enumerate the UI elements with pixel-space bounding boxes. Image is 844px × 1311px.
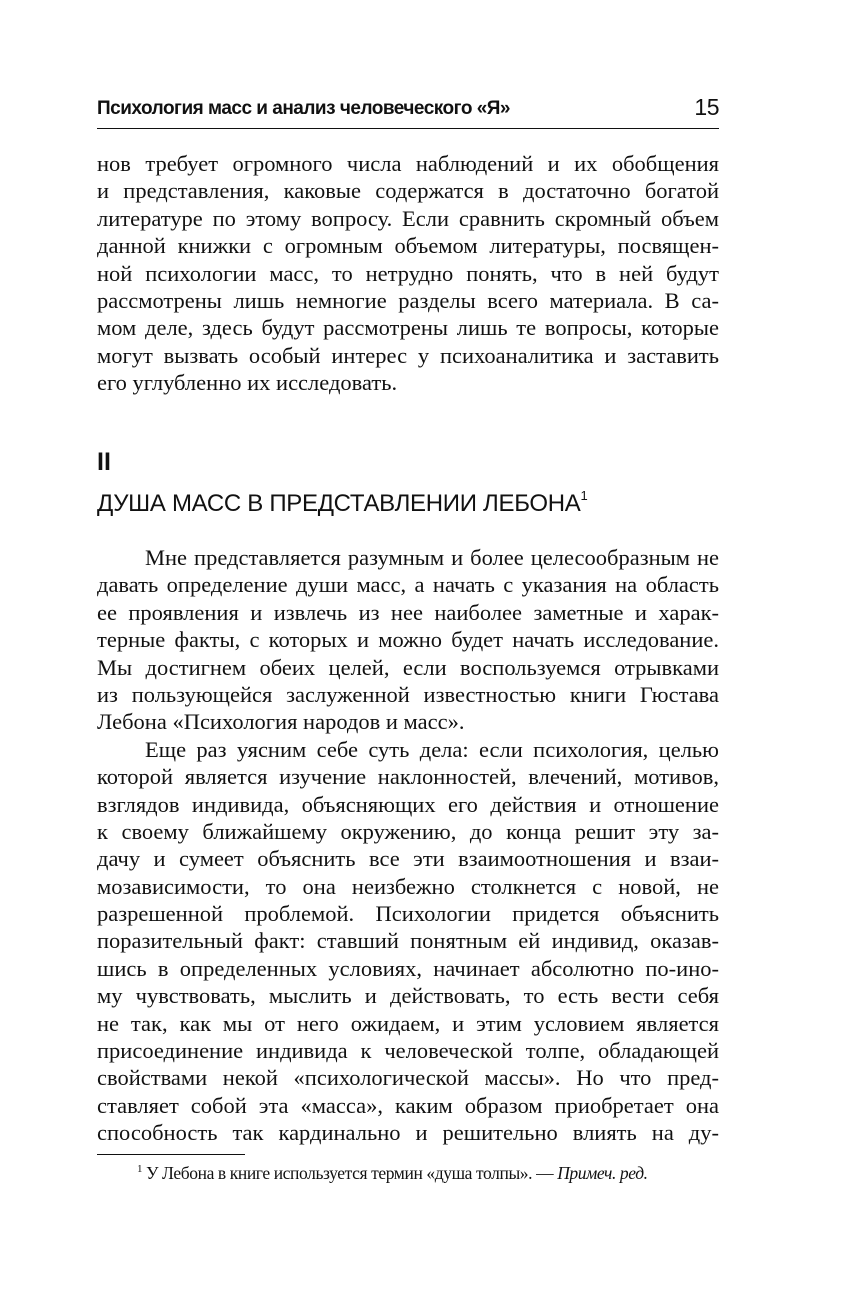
- running-head: [97, 94, 719, 129]
- text-line: Мы достигнем обеих целей, если воспользуемся отрывками: [97, 654, 719, 680]
- text-line: Еще раз уясним себе суть дела: если психология, целью: [145, 736, 719, 762]
- text-line: дачу и сумеет объяснить все эти взаимоотношения и взаи-: [97, 846, 719, 872]
- text-line: поразительный факт: ставший понятным ей индивид, оказав-: [97, 928, 719, 954]
- text-line: его углубленно их исследовать.: [97, 370, 398, 396]
- text-line: способность так кардинально и решительно влиять на ду-: [97, 1120, 719, 1146]
- text-line: му чувствовать, мыслить и действовать, то есть вести себя: [97, 983, 719, 1009]
- text-line: ее проявления и извлечь из нее наиболее заметные и харак-: [97, 599, 719, 625]
- footnote: [137, 1163, 648, 1184]
- footnote-editor-note: Примеч. ред.: [557, 1163, 648, 1183]
- text-line: взглядов индивида, объясняющих его действия и отношение: [97, 791, 719, 817]
- section-number: II: [97, 448, 111, 476]
- text-line: давать определение души масс, а начать с указания на область: [97, 572, 719, 598]
- text-line: литературе по этому вопросу. Если сравнить скромный объем: [97, 205, 719, 231]
- text-line: ставляет собой эта «масса», каким образом приобретает она: [97, 1092, 719, 1118]
- text-line: мозависимости, то она неизбежно столкнется с новой, не: [97, 873, 719, 899]
- text-line: нов требует огромного числа наблюдений и их обобщения: [97, 151, 719, 176]
- intro-paragraph: [97, 150, 719, 397]
- text-line: Мне представляется разумным и более целесообразным не: [145, 545, 719, 570]
- text-line: рассмотрены лишь немногие разделы всего материала. В са-: [97, 287, 719, 313]
- text-line: не так, как мы от него ожидаем, и этим условием является: [97, 1010, 719, 1036]
- text-line: из пользующейся заслуженной известностью книги Гюстава: [97, 681, 719, 707]
- section-title-text: ДУША МАСС В ПРЕДСТАВЛЕНИИ ЛЕБОНА: [97, 490, 581, 517]
- text-line: данной книжки с огромным объемом литературы, посвящен-: [97, 233, 719, 259]
- section-title: [97, 490, 587, 518]
- book-page: [97, 0, 719, 1311]
- footnote-marker: 1: [137, 1163, 143, 1175]
- text-line: ной психологии масс, то нетрудно понять, что в ней будут: [97, 260, 719, 286]
- text-line: свойствами некой «психологической массы». Но что пред-: [97, 1065, 719, 1091]
- page-number: 15: [694, 94, 719, 120]
- text-line: терные факты, с которых и можно будет начать исследование.: [97, 627, 719, 653]
- text-line: Лебона «Психология народов и масс».: [97, 709, 465, 735]
- footnote-reference: 1: [580, 488, 588, 503]
- text-line: к своему ближайшему окружению, до конца решит эту за-: [97, 818, 719, 844]
- text-line: могут вызвать особый интерес у психоаналитика и заставить: [97, 342, 719, 368]
- text-line: и представления, каковые содержатся в достаточно богатой: [97, 178, 719, 204]
- text-line: которой является изучение наклонностей, влечений, мотивов,: [97, 764, 719, 790]
- text-line: разрешенной проблемой. Психологии придется объяснить: [97, 901, 719, 927]
- footnote-divider: [97, 1154, 245, 1155]
- text-line: присоединение индивида к человеческой толпе, обладающей: [97, 1038, 719, 1064]
- text-line: шись в определенных условиях, начинает абсолютно по-ино-: [97, 955, 719, 981]
- running-head-title: Психология масс и анализ человеческого «Я»: [97, 98, 511, 119]
- body-text: [97, 544, 719, 1147]
- text-line: мом деле, здесь будут рассмотрены лишь те вопросы, которые: [97, 315, 719, 341]
- footnote-text: У Лебона в книге используется термин «душа толпы». —: [142, 1163, 558, 1183]
